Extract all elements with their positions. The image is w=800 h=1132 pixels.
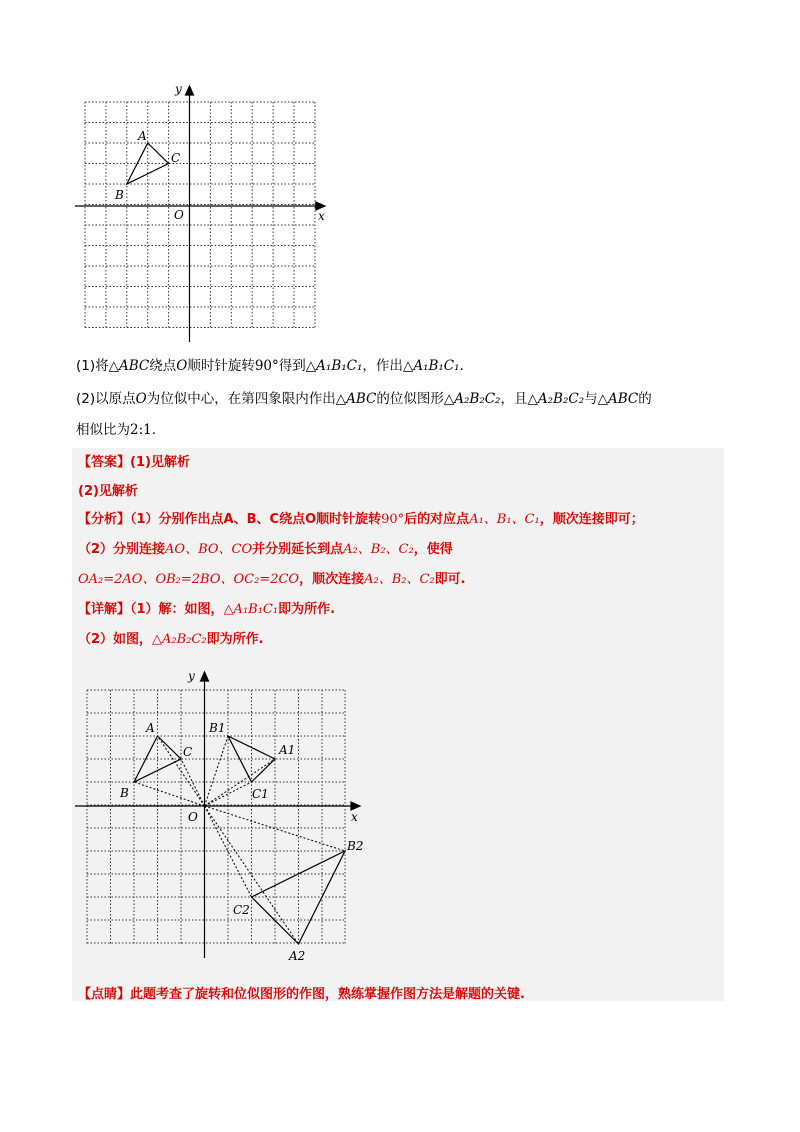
label-c: C: [171, 151, 181, 165]
label-a2: A2: [289, 949, 306, 963]
grid: [85, 102, 315, 328]
label-a: A: [146, 721, 155, 735]
detail-line-2: （2）如图，△A₂B₂C₂即为所作.: [78, 632, 264, 647]
question-2: (2)以原点O为位似中心，在第四象限内作出△ABC的位似图形△A₂B₂C₂，且△A₂B₂C₂与△ABC的: [76, 391, 652, 407]
analysis-line-1: 【分析】（1）分别作出点A、B、C绕点O顺时针旋转90°后的对应点A₁、B₁、C₁，顺次连接即可；: [78, 512, 644, 527]
detail-line-1: 【详解】（1）解：如图，△A₁B₁C₁即为所作.: [78, 602, 336, 617]
answer-line-1: 【答案】(1)见解析: [78, 455, 190, 470]
label-o: O: [174, 208, 184, 222]
label-c2: C2: [233, 903, 250, 917]
label-y: y: [175, 82, 182, 96]
label-o: O: [188, 810, 198, 824]
label-c1: C1: [252, 787, 269, 801]
label-b1: B1: [209, 721, 226, 735]
comment-line: 【点睛】此题考查了旋转和位似图形的作图，熟练掌握作图方法是解题的关键.: [78, 987, 525, 1002]
axes: [75, 672, 360, 958]
label-y: y: [188, 669, 195, 683]
label-a1: A1: [279, 743, 296, 757]
answer-line-2: (2)见解析: [78, 484, 138, 499]
label-x: x: [351, 810, 358, 824]
label-b2: B2: [347, 839, 364, 853]
label-b: B: [115, 188, 124, 202]
label-x: x: [318, 209, 325, 223]
question-1: (1)将△ABC绕点O顺时针旋转90°得到△A₁B₁C₁，作出△A₁B₁C₁.: [76, 358, 464, 374]
question-2-line2: 相似比为2:1.: [76, 422, 157, 438]
label-c: C: [183, 745, 193, 759]
label-b: B: [120, 786, 129, 800]
figure-original-triangle: [75, 80, 335, 342]
analysis-line-2: （2）分别连接AO、BO、CO并分别延长到点A₂、B₂、C₂，使得: [78, 542, 453, 557]
figure-solution: [75, 666, 375, 968]
axes: [75, 86, 325, 342]
label-a: A: [138, 129, 147, 143]
analysis-line-3: OA₂=2AO、OB₂=2BO、OC₂=2CO，顺次连接A₂、B₂、C₂即可.: [78, 572, 466, 587]
